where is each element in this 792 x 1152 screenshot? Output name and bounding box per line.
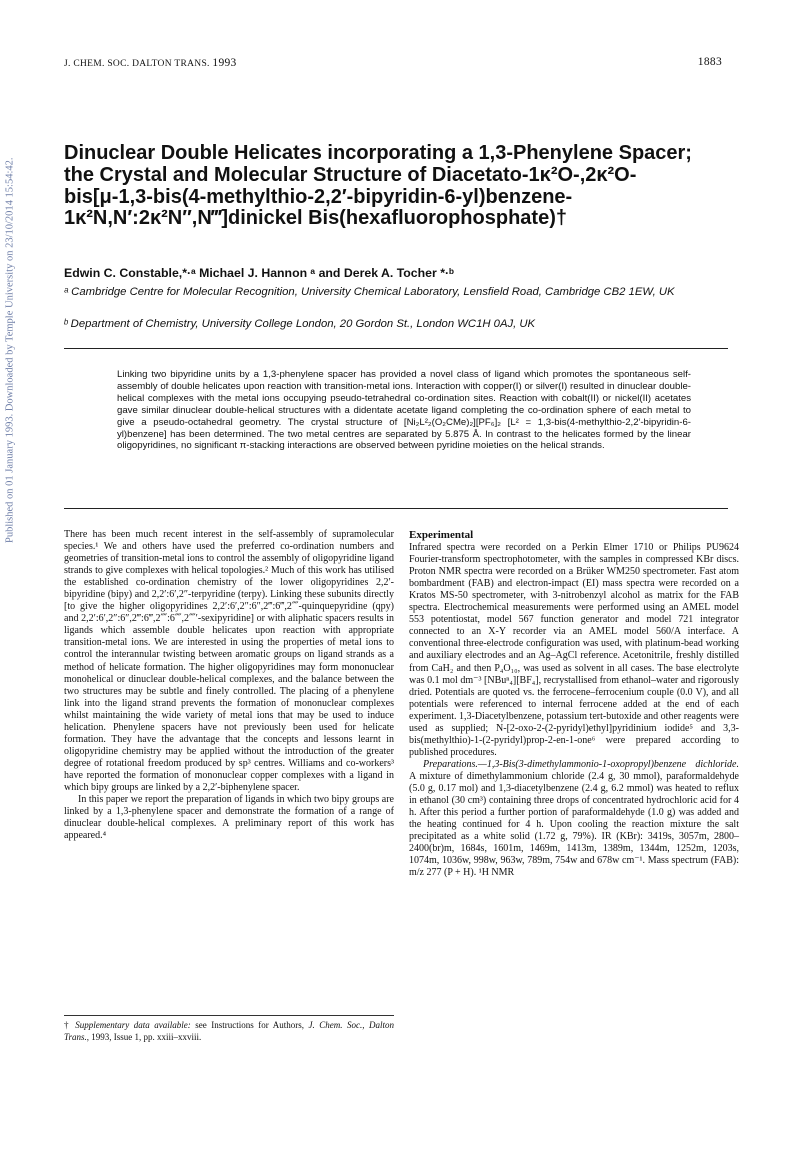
footnote-text-1: see Instructions for Authors, [190,1020,309,1030]
affiliation-b: ᵇ Department of Chemistry, University College London, 20 Gordon St., London WC1H 0AJ, UK [64,318,536,330]
journal-header [64,57,237,69]
page-number: 1883 [697,56,722,68]
intro-paragraph-2: In this paper we report the preparation of ligands in which two bipy groups are linked by a 1,3-phenylene spacer and demonstrate the formation of a range of dinuclear double-helical complexes. A preliminary report of this work has appeared.⁴ [64,794,394,842]
experimental-paragraph: Infrared spectra were recorded on a Perkin Elmer 1710 or Philips PU9624 Fourier-transform spectrophotometer, with the samples in compressed KBr discs. Proton NMR spectra were recorded on a Brüker WM250 spectrometer. Fast atom bombardment (FAB) and electron-impact (EI) mass spectra were recorded on a Kratos MS-50 spectrometer, with 3-nitrobenzyl alcohol as matrix for the FAB spectra. Electrochemical measurements were performed using an AMEL model 553 potentiostat, model 567 function generator and model 721 integrator connected to an X-Y recorder via an AMEL model 560/A interface. A conventional three-electrode configuration was used, with platinum-bead working and auxiliary electrodes and an Ag–AgCl reference. Acetonitrile, freshly distilled from CaH₂ and then P₄O₁₀, was used as solvent in all cases. The base electrolyte was 0.1 mol dm⁻³ [NBuⁿ₄][BF₄], recrystallised from ethanol–water and rigorously dried. Potentials are quoted vs. the ferrocene–ferrocenium couple (0.0 V), and all potentials were referenced to internal ferrocene added at the end of each experiment. 1,3-Diacetylbenzene, potassium tert-butoxide and other reagents were used as supplied; N-[2-oxo-2-(2-pyridyl)ethyl]pyridinium iodide⁵ and 3,3-bis(methylthio)-1-(2-pyridyl)prop-2-en-1-one⁶ were prepared according to published procedures. [409,542,739,758]
running-header [64,57,728,73]
compound-title: 1,3-Bis(3-dimethylammonio-1-oxopropyl)benzene dichloride. [486,758,739,770]
journal-year: 1993 [212,57,237,69]
footnote-dagger: † [64,1020,71,1030]
download-notice: Published on 01 January 1993. Downloaded by Temple University on 23/10/2014 15:54:42. [4,157,16,543]
preparations-label: Preparations.— [423,758,487,770]
footnote-rule [64,1015,394,1016]
right-column [409,529,739,879]
article-title: Dinuclear Double Helicates incorporating a 1,3-Phenylene Spacer; the Crystal and Molecular Structure of Diacetato-1κ²O-,2κ²O-bis[μ-1,3-bis(4-methylthio-2,2′-bipyridin-6-yl)benzene-1κ²N,N′:2κ²N″,N‴]dinickel Bis(hexafluorophosphate)† [64,142,692,230]
abstract: Linking two bipyridine units by a 1,3-phenylene spacer has provided a novel class of ligand which promotes the spontaneous self-assembly of double helicates upon reaction with transition-metal ions. Interaction with copper(I) or silver(I) resulted in dinuclear double-helical complexes with the metal ions occupying pseudo-tetrahedral co-ordination sites. Reaction with cobalt(II) or nickel(II) acetates gave similar dinuclear double-helical structures with a didentate acetate ligand completing the co-ordination sphere of each metal to give a pseudo-octahedral geometry. The crystal structure of [Ni₂L²₂(O₂CMe)₂][PF₆]₂ [L² = 1,3-bis(4-methylthio-2,2′-bipyridin-6-yl)benzene] has been determined. The two metal centres are separated by 5.875 Å. In contrast to the helicates formed by the linear oligopyridines, no significant π-stacking interactions are observed between pyridine moieties on the helical strands. [117,369,691,452]
affiliation-a: ᵃ Cambridge Centre for Molecular Recognition, University Chemical Laboratory, Lensfield Road, Cambridge CB2 1EW, UK [64,286,675,298]
experimental-heading: Experimental [409,529,474,541]
left-column [64,529,394,842]
intro-paragraph-1: There has been much recent interest in the self-assembly of supramolecular species.¹ We and others have used the preferred co-ordination numbers and geometries of transition-metal ions to control the assembly of oligopyridine ligand strands to give complexes with helical topologies.² Much of this work has utilised the established co-ordination chemistry of the lower oligopyridines 2,2′-bipyridine (bipy) and 2,2′:6′,2″-terpyridine (terpy). Linking these subunits directly [to give the higher oligopyridines 2,2′:6′,2″:6″,2‴:6‴,2⁗-quinquepyridine (qpy) and 2,2′:6′,2″:6″,2‴:6‴,2⁗:6⁗,2⁗′-sexipyridine] or with aliphatic spacers results in ligands which assemble double helicates upon reaction with appropriate transition-metal ions. We are interested in using the properties of metal ions to control the interannular twisting between aromatic groups on ligand strands as a method of helicate formation. The higher oligopyridines may form mononuclear monohelical or dinuclear double-helical complexes, and the balance between the two structures may be subtle and finely controlled. The placing of a phenylene link into the ligand strand prevents the formation of mononuclear complexes whilst maintaining the wide variety of metal ions that may be used to induce helication. Phenylene spacers have not previously been used for helicate formation. They have the advantage that the concepts and lessons learnt in oligopyridine chemistry may be applied without the introduction of the greater degree of rotational freedom produced by sp³ centres. Williams and co-workers³ have reported the formation of mononuclear copper complexes with a ligand in which bipy groups are linked by a 2,2′-biphenylene spacer. [64,529,394,793]
footnote-journal: J. Chem. Soc., Dalton Trans. [64,1020,395,1042]
preparations-paragraph [409,759,739,879]
abstract-top-rule [64,348,728,349]
preparations-text: A mixture of dimethylammonium chloride (2.4 g, 30 mmol), paraformaldehyde (5.0 g, 0.17 mol) and 1,3-diacetylbenzene (2.4 g, 6.2 mmol) was heated to reflux in ethanol (30 cm³) containing three drops of concentrated hydrochloric acid for 4 h. After this period a further portion of paraformaldehyde (1.0 g) was added and the heating continued for 4 h. Upon cooling the reaction mixture the salt precipitated as a white solid (1.72 g, 79%). IR (KBr): 3419s, 3057m, 2800–2400(br)m, 1684s, 1601m, 1469m, 1413m, 1389m, 1344m, 1252m, 1203s, 1074m, 1036w, 998w, 963w, 789m, 754w and 678w cm⁻¹. Mass spectrum (FAB): m/z 277 (P + H). ¹H NMR [409,770,739,879]
footnote-label: Supplementary data available: [75,1020,191,1030]
author-list: Edwin C. Constable,*·ᵃ Michael J. Hannon ᵃ and Derek A. Tocher *·ᵇ [64,266,454,280]
footnote [64,1020,394,1043]
abstract-bottom-rule [64,508,728,509]
footnote-text-2: , 1993, Issue 1, pp. xxiii–xxviii. [86,1031,202,1042]
journal-name: J. CHEM. SOC. DALTON TRANS. [64,59,210,69]
